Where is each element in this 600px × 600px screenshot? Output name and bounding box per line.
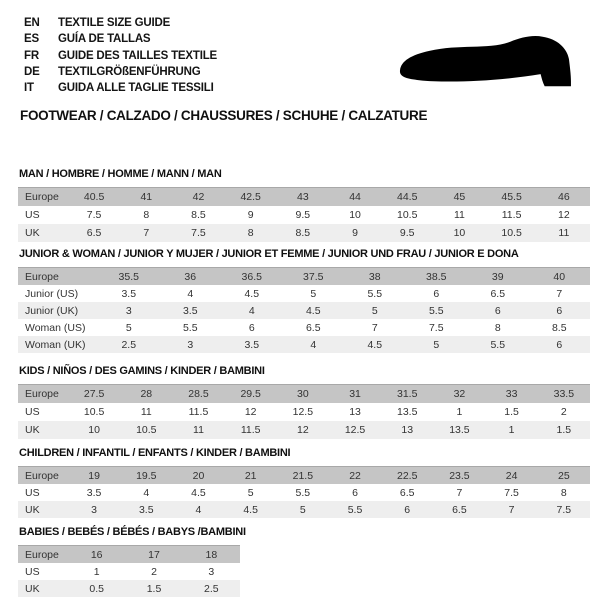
table-row [18, 285, 590, 302]
size-cell: 11 [140, 406, 152, 418]
table-row [18, 224, 590, 242]
table-header-row [18, 385, 590, 404]
size-cell: 6.5 [490, 287, 506, 300]
row-label: UK [25, 582, 40, 595]
size-table-kids [18, 384, 590, 439]
size-cell: 13.5 [449, 424, 470, 436]
table-row [18, 403, 590, 421]
size-cell: 27.5 [83, 388, 105, 400]
table-row [18, 336, 590, 353]
size-cell: 8.5 [551, 321, 567, 334]
row-label: Europe [25, 191, 59, 203]
size-cell: 6 [556, 304, 563, 317]
table-row [18, 421, 590, 439]
size-cell: 12.5 [292, 406, 314, 418]
language-row [24, 64, 217, 80]
dress-shoe-icon [397, 33, 575, 93]
size-cell: 8.5 [295, 227, 311, 239]
size-cell: 4 [195, 503, 202, 516]
size-table-man [18, 187, 590, 242]
size-cell: 6 [556, 338, 563, 351]
size-cell: 37.5 [303, 270, 324, 283]
size-cell: 4.5 [305, 304, 321, 317]
size-cell: 45 [453, 191, 466, 203]
size-cell: 19 [88, 469, 100, 482]
size-cell: 11.5 [188, 406, 209, 418]
size-cell: 5.5 [182, 321, 198, 334]
size-cell: 10.5 [397, 209, 418, 221]
size-cell: 3 [125, 304, 132, 317]
size-cell: 39 [491, 270, 504, 283]
size-cell: 30 [297, 388, 309, 400]
row-label: US [25, 486, 40, 499]
size-cell: 10 [349, 209, 361, 221]
size-cell: 2.5 [204, 582, 219, 595]
table-row [18, 563, 240, 580]
size-cell: 7.5 [504, 486, 519, 499]
row-label: Woman (US) [25, 321, 86, 334]
size-cell: 5 [247, 486, 254, 499]
language-code: IT [24, 82, 34, 95]
size-cell: 2.5 [121, 338, 137, 351]
size-cell: 6 [248, 321, 255, 334]
size-cell: 22 [349, 469, 361, 482]
size-cell: 8.5 [191, 209, 206, 221]
size-cell: 9 [247, 209, 254, 221]
size-cell: 9 [352, 227, 358, 239]
section-title-man: MAN / HOMBRE / HOMME / MANN / MAN [19, 168, 222, 180]
size-cell: 5 [433, 338, 440, 351]
size-cell: 3.5 [138, 503, 154, 516]
row-label: Woman (UK) [25, 338, 86, 351]
row-label: US [25, 209, 40, 221]
size-cell: 36 [184, 270, 197, 283]
size-cell: 32 [453, 388, 466, 400]
language-list [24, 15, 217, 96]
size-cell: 38.5 [426, 270, 447, 283]
language-code: EN [24, 17, 40, 30]
size-cell: 21 [244, 469, 257, 482]
language-guide-title: GUIDE DES TAILLES TEXTILE [58, 49, 217, 62]
size-cell: 9.5 [399, 227, 415, 239]
size-cell: 21.5 [292, 469, 314, 482]
size-cell: 38 [368, 270, 381, 283]
row-label: Europe [25, 388, 59, 400]
size-cell: 24 [505, 469, 518, 482]
size-cell: 7 [143, 227, 150, 239]
size-cell: 3 [187, 338, 194, 351]
size-cell: 11.5 [240, 424, 261, 436]
size-cell: 2 [560, 406, 567, 418]
size-cell: 3 [208, 565, 215, 578]
table-header-row [18, 467, 590, 485]
language-row [24, 15, 217, 31]
table-header-row [18, 546, 240, 564]
size-cell: 5.5 [428, 304, 444, 317]
row-label: Europe [25, 548, 59, 561]
section-man [18, 168, 590, 242]
row-label: Europe [25, 270, 59, 283]
size-cell: 1 [456, 406, 463, 418]
size-cell: 8 [143, 209, 150, 221]
size-cell: 13 [349, 406, 361, 418]
size-cell: 25 [558, 469, 570, 482]
row-label: UK [25, 424, 40, 436]
size-cell: 40.5 [83, 191, 105, 203]
size-cell: 0.5 [89, 582, 104, 595]
size-cell: 1 [508, 424, 515, 436]
language-row [24, 31, 217, 47]
table-header-row [18, 268, 590, 286]
size-cell: 7.5 [86, 209, 102, 221]
size-cell: 1.5 [146, 582, 162, 595]
size-cell: 6 [433, 287, 440, 300]
size-cell: 9.5 [295, 209, 311, 221]
size-cell: 7 [556, 287, 563, 300]
size-cell: 6 [404, 503, 411, 516]
size-cell: 18 [205, 548, 218, 561]
size-cell: 1.5 [556, 424, 572, 436]
size-cell: 35.5 [118, 270, 139, 283]
size-cell: 3.5 [121, 287, 137, 300]
language-code: FR [24, 49, 39, 62]
language-guide-title: GUÍA DE TALLAS [58, 33, 151, 46]
row-label: UK [25, 503, 40, 516]
size-cell: 10.5 [83, 406, 105, 418]
size-cell: 7.5 [428, 321, 444, 334]
size-cell: 5 [299, 503, 306, 516]
size-cell: 29.5 [240, 388, 261, 400]
row-label: UK [25, 227, 40, 239]
size-cell: 19.5 [136, 469, 157, 482]
section-title-kids: KIDS / NIÑOS / DES GAMINS / KINDER / BAMBINI [19, 365, 265, 377]
size-cell: 2 [151, 565, 157, 578]
size-cell: 11.5 [501, 209, 522, 221]
row-label: US [25, 565, 40, 578]
size-cell: 5.5 [490, 338, 506, 351]
size-cell: 6.5 [305, 321, 321, 334]
size-cell: 4 [310, 338, 317, 351]
size-cell: 31.5 [397, 388, 418, 400]
size-cell: 3 [91, 503, 98, 516]
size-cell: 11 [453, 209, 465, 221]
size-cell: 5 [371, 304, 378, 317]
size-cell: 23.5 [449, 469, 470, 482]
size-cell: 5 [310, 287, 317, 300]
size-cell: 7 [371, 321, 378, 334]
size-cell: 36.5 [241, 270, 262, 283]
size-cell: 10.5 [136, 424, 157, 436]
size-cell: 4.5 [243, 503, 258, 516]
section-title-children: CHILDREN / INFANTIL / ENFANTS / KINDER / BAMBINI [19, 447, 291, 459]
language-code: ES [24, 33, 39, 46]
size-cell: 17 [148, 548, 160, 561]
size-cell: 3.5 [182, 304, 198, 317]
size-cell: 10 [88, 424, 100, 436]
size-cell: 4 [187, 287, 194, 300]
size-cell: 42 [192, 191, 205, 203]
size-cell: 7 [456, 486, 463, 499]
size-cell: 7.5 [556, 503, 572, 516]
size-cell: 46 [558, 191, 570, 203]
size-cell: 4.5 [191, 486, 206, 499]
section-title-junior-woman: JUNIOR & WOMAN / JUNIOR Y MUJER / JUNIOR ET FEMME / JUNIOR UND FRAU / JUNIOR E DONA [19, 248, 519, 260]
size-cell: 3.5 [86, 486, 102, 499]
size-cell: 1.5 [504, 406, 519, 418]
size-cell: 41 [140, 191, 153, 203]
section-babies [18, 526, 246, 597]
size-cell: 12 [297, 424, 309, 436]
size-table-junior-woman [18, 267, 590, 353]
size-cell: 11 [558, 227, 570, 239]
size-cell: 33.5 [553, 388, 575, 400]
language-guide-title: GUIDA ALLE TAGLIE TESSILI [58, 82, 214, 95]
section-title-babies: BABIES / BEBÉS / BÉBÉS / BABYS /BAMBINI [19, 526, 246, 538]
size-cell: 44 [349, 191, 361, 203]
table-row [18, 484, 590, 501]
size-cell: 12.5 [344, 424, 366, 436]
size-cell: 8 [560, 486, 567, 499]
size-cell: 1 [93, 565, 100, 578]
table-row [18, 206, 590, 224]
size-cell: 13.5 [397, 406, 418, 418]
table-row [18, 580, 240, 597]
size-cell: 22.5 [397, 469, 418, 482]
size-cell: 6.5 [452, 503, 467, 516]
size-cell: 5.5 [295, 486, 311, 499]
size-cell: 10.5 [501, 227, 522, 239]
row-label: Europe [25, 469, 59, 482]
section-junior-woman [18, 248, 590, 353]
size-cell: 5.5 [367, 287, 383, 300]
table-header-row [18, 188, 590, 207]
size-cell: 20 [192, 469, 205, 482]
size-cell: 8 [494, 321, 501, 334]
size-cell: 12 [244, 406, 257, 418]
language-row [24, 48, 217, 64]
size-cell: 42.5 [240, 191, 261, 203]
size-cell: 12 [558, 209, 570, 221]
size-cell: 4 [143, 486, 150, 499]
size-cell: 8 [247, 227, 254, 239]
size-cell: 33 [505, 388, 518, 400]
size-cell: 11 [193, 424, 204, 436]
row-label: Junior (US) [25, 287, 79, 300]
table-row [18, 319, 590, 336]
size-cell: 13 [401, 424, 414, 436]
table-row [18, 501, 590, 518]
section-children [18, 447, 590, 518]
size-cell: 4 [248, 304, 255, 317]
size-cell: 4.5 [244, 287, 260, 300]
size-cell: 6.5 [86, 227, 102, 239]
size-cell: 5.5 [347, 503, 363, 516]
size-cell: 43 [297, 191, 309, 203]
row-label: US [25, 406, 40, 418]
size-cell: 28 [140, 388, 153, 400]
size-cell: 3.5 [244, 338, 260, 351]
size-cell: 5 [125, 321, 132, 334]
size-cell: 44.5 [397, 191, 418, 203]
language-code: DE [24, 66, 40, 79]
table-row [18, 302, 590, 319]
language-guide-title: TEXTILGRÖßENFÜHRUNG [58, 66, 201, 79]
size-cell: 28.5 [188, 388, 209, 400]
size-cell: 31 [349, 388, 361, 400]
size-table-babies [18, 545, 240, 597]
size-cell: 7 [508, 503, 515, 516]
row-label: Junior (UK) [25, 304, 79, 317]
size-cell: 40 [553, 270, 566, 283]
category-title: FOOTWEAR / CALZADO / CHAUSSURES / SCHUHE / CALZATURE [20, 108, 428, 123]
size-cell: 6.5 [399, 486, 415, 499]
size-cell: 7.5 [191, 227, 206, 239]
section-kids [18, 365, 590, 439]
size-cell: 16 [90, 548, 103, 561]
language-row [24, 80, 217, 96]
size-cell: 4.5 [367, 338, 383, 351]
size-cell: 6 [352, 486, 358, 499]
size-table-children [18, 466, 590, 518]
size-cell: 45.5 [501, 191, 522, 203]
language-guide-title: TEXTILE SIZE GUIDE [58, 17, 171, 30]
size-cell: 10 [453, 227, 466, 239]
size-cell: 6 [494, 304, 501, 317]
